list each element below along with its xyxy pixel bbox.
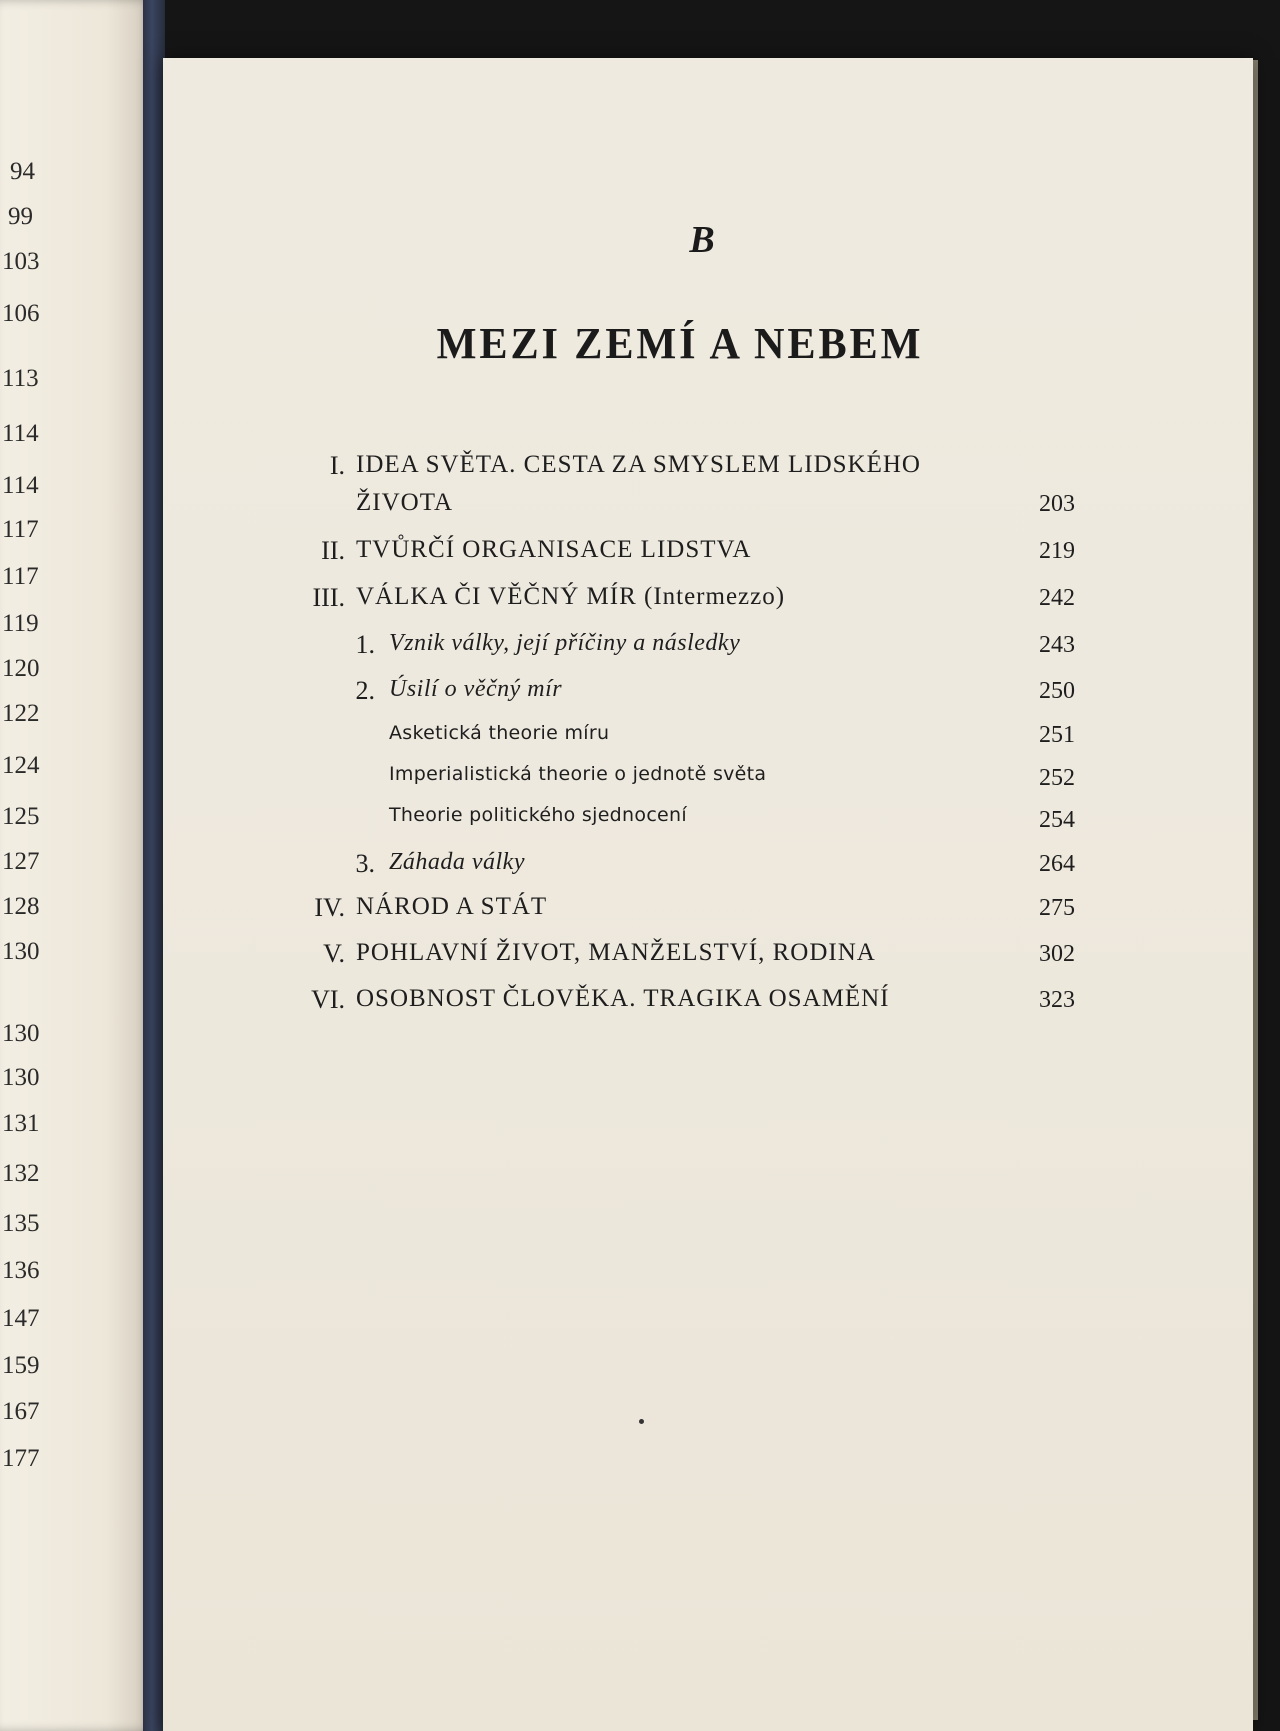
toc-entry-number: II. [321, 536, 345, 565]
toc-entry-number: III. [312, 583, 345, 612]
toc-subsubentry-title: Asketická theorie míru [389, 722, 610, 744]
toc-entry-page: 302 [1039, 941, 1075, 967]
prev-page-number: 177 [2, 1445, 40, 1472]
toc-entry [0, 583, 1280, 623]
toc-subentry-title: Vznik války, její příčiny a následky [389, 630, 741, 656]
prev-page-number: 130 [2, 1020, 40, 1047]
toc-entry-page: 219 [1039, 538, 1075, 564]
toc-entry-title: POHLAVNÍ ŽIVOT, MANŽELSTVÍ, RODINA [356, 939, 876, 966]
toc-entry-number: IV. [314, 893, 345, 922]
toc-entry-title-continued: ŽIVOTA [356, 489, 454, 516]
toc-subentry [0, 630, 1280, 670]
prev-page-number: 114 [2, 472, 39, 499]
prev-page-number: 106 [2, 300, 40, 327]
toc-entry-title: VÁLKA ČI VĚČNÝ MÍR (Intermezzo) [356, 583, 786, 610]
toc-subsubentry-title: Theorie politického sjednocení [389, 804, 687, 826]
prev-page-number: 131 [2, 1110, 40, 1137]
toc-entry [0, 985, 1280, 1025]
toc-subentry-title: Úsilí o věčný mír [389, 676, 563, 702]
prev-page-number: 94 [10, 158, 35, 185]
toc-entry [0, 451, 1280, 491]
toc-subentry [0, 676, 1280, 716]
prev-page-number: 167 [2, 1398, 40, 1425]
toc-entry-page: 275 [1039, 895, 1075, 921]
prev-page-number: 128 [2, 893, 40, 920]
prev-page-number: 119 [2, 610, 39, 637]
prev-page-number: 136 [2, 1257, 40, 1284]
prev-page-number: 103 [2, 248, 40, 275]
toc-entry-page: 242 [1039, 585, 1075, 611]
toc-entry-number: VI. [311, 985, 345, 1014]
prev-page-number: 147 [2, 1305, 40, 1332]
prev-page-number: 120 [2, 655, 40, 682]
toc-subsubentry-title: Imperialistická theorie o jednotě světa [389, 763, 767, 785]
toc-entry-page: 203 [1039, 491, 1075, 517]
toc-subsubentry [0, 722, 1280, 762]
toc-subentry-number: 3. [355, 849, 375, 878]
prev-page-number: 159 [2, 1352, 40, 1379]
toc-subentry [0, 849, 1280, 889]
prev-page-number: 117 [2, 563, 39, 590]
toc-entry [0, 893, 1280, 933]
prev-page-number: 122 [2, 700, 40, 727]
toc-subentry-number: 2. [355, 676, 375, 705]
prev-page-number: 124 [2, 752, 40, 779]
toc-subsubentry [0, 763, 1280, 803]
toc-entry-page: 323 [1039, 987, 1075, 1013]
prev-page-number: 130 [2, 938, 40, 965]
toc-entry-page: 252 [1039, 765, 1075, 791]
prev-page-number: 99 [8, 203, 33, 230]
prev-page-number: 135 [2, 1210, 40, 1237]
prev-page-number: 113 [2, 365, 39, 392]
toc-entry-number: V. [323, 939, 345, 968]
toc-entry-continuation [0, 489, 1280, 529]
prev-page-number: 114 [2, 420, 39, 447]
toc-entry [0, 939, 1280, 979]
prev-page-number: 127 [2, 848, 40, 875]
toc-subentry-title: Záhada války [389, 849, 525, 875]
toc-entry-title: NÁROD A STÁT [356, 893, 548, 920]
part-letter: B [689, 219, 715, 261]
section-title: MEZI ZEMÍ A NEBEM [436, 319, 924, 368]
toc-entry-number: I. [329, 451, 345, 480]
toc-entry-page: 254 [1039, 807, 1075, 833]
prev-page-number: 132 [2, 1160, 40, 1187]
prev-page-number: 130 [2, 1064, 40, 1091]
toc-entry-title: OSOBNOST ČLOVĚKA. TRAGIKA OSAMĚNÍ [356, 985, 890, 1012]
prev-page-number: 125 [2, 803, 40, 830]
toc-subentry-number: 1. [355, 630, 375, 659]
page-folio-dot [639, 1419, 644, 1424]
toc-entry-page: 264 [1039, 851, 1075, 877]
toc-entry-page: 243 [1039, 632, 1075, 658]
toc-entry-page: 250 [1039, 678, 1075, 704]
toc-entry-page: 251 [1039, 722, 1075, 748]
toc-subsubentry [0, 804, 1280, 844]
toc-entry [0, 536, 1280, 576]
toc-entry-title: TVŮRČÍ ORGANISACE LIDSTVA [356, 536, 752, 563]
toc-entry-title: IDEA SVĚTA. CESTA ZA SMYSLEM LIDSKÉHO [356, 451, 921, 478]
prev-page-number: 117 [2, 516, 39, 543]
